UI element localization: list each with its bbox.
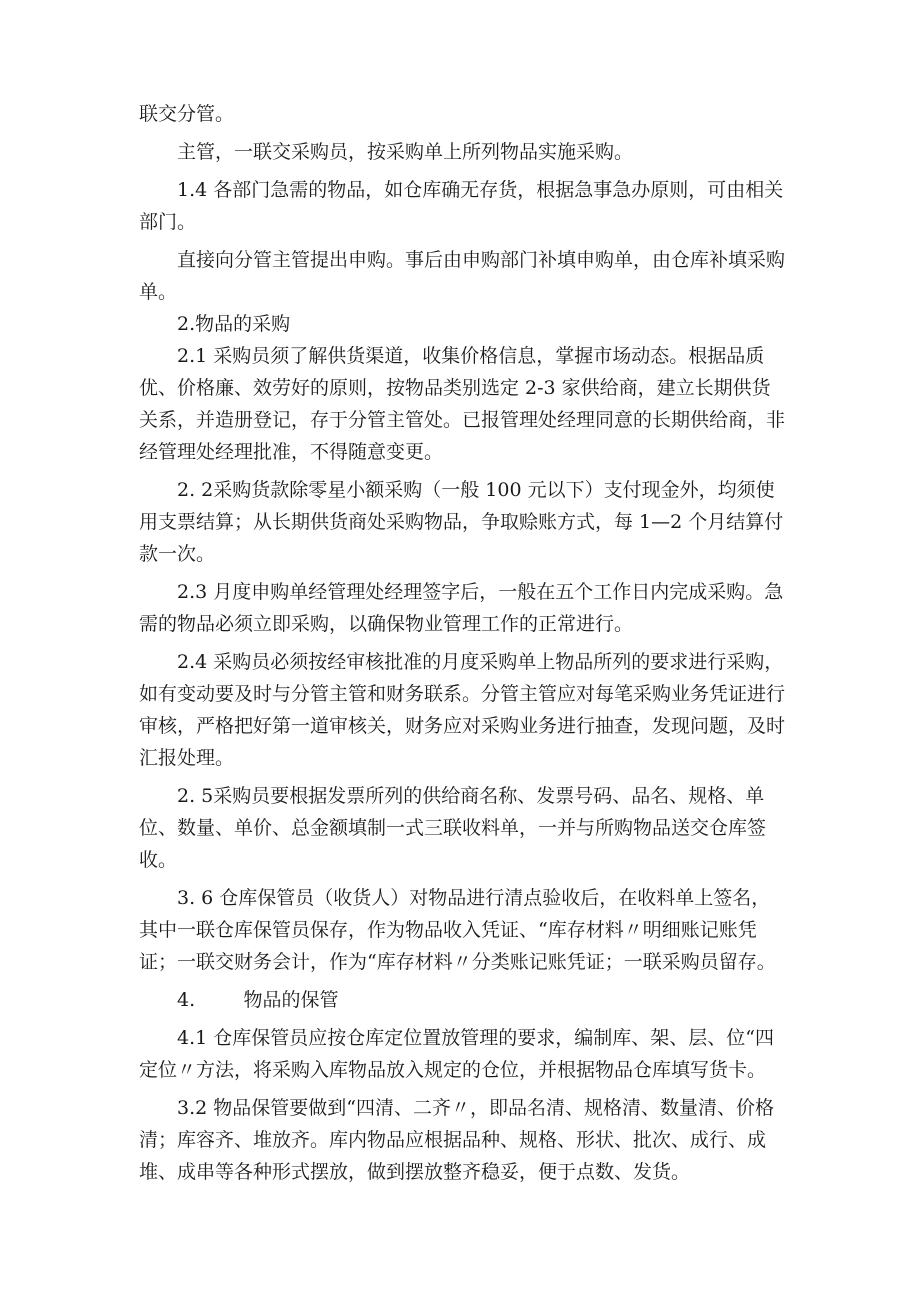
paragraph-1: 联交分管。 <box>139 103 235 125</box>
document-body <box>139 98 789 1188</box>
paragraph-3-2: 3.2 物品保管要做到“四清、二齐〃，即品名清、规格清、数量清、价格清；库容齐、堆放齐。库内物品应根据品种、规格、形状、批次、成行、成堆、成串等各种形式摆放，做到摆放整齐稳妥，便于点数、发货。 <box>139 1097 774 1183</box>
paragraph-2-3: 2.3 月度申购单经管理处经理签字后，一般在五个工作日内完成采购。急需的物品必须立即采购，以确保物业管理工作的正常进行。 <box>139 581 784 635</box>
paragraph-2-1: 2.1 采购员须了解供货渠道，收集价格信息，掌握市场动态。根据品质优、价格廉、效劳好的原则，按物品类别选定 2-3 家供给商，建立长期供货关系，并造册登记，存于分管主管处。已报管理处经理同意的长期供给商，非经管理处经理批准，不得随意变更。 <box>139 345 786 463</box>
paragraph-2-4: 2.4 采购员必须按经审核批准的月度采购单上物品所列的要求进行采购，如有变动要及时与分管主管和财务联系。分管主管应对每笔采购业务凭证进行审核，严格把好第一道审核关，财务应对采购业务进行抽查，发现问题，及时汇报处理。 <box>139 651 786 769</box>
paragraph-2-5: 2. 5采购员要根据发票所列的供给商名称、发票号码、品名、规格、单位、数量、单价、总金额填制一式三联收料单，一并与所购物品送交仓库签收。 <box>139 785 767 871</box>
paragraph-2: 主管，一联交采购员，按采购单上所列物品实施采购。 <box>177 141 634 163</box>
paragraph-4-1: 4.1 仓库保管员应按仓库定位置放管理的要求，编制库、架、层、位“四定位〃方法，将采购入库物品放入规定的仓位，并根据物品仓库填写货卡。 <box>139 1027 774 1081</box>
paragraph-4: 直接向分管主管提出申购。事后由申购部门补填申购单，由仓库补填采购单。 <box>139 249 786 303</box>
section-heading-2: 2.物品的采购 <box>177 313 291 335</box>
paragraph-3: 1.4 各部门急需的物品，如仓库确无存货，根据急事急办原则，可由相关部门。 <box>139 179 784 233</box>
section-heading-4: 4. 物品的保管 <box>177 989 339 1011</box>
paragraph-3-6: 3. 6 仓库保管员（收货人）对物品进行清点验收后，在收料单上签名，其中一联仓库保管员保存，作为物品收入凭证、“库存材料〃明细账记账凭证；一联交财务会计，作为“库存材料〃分类账记账凭证；一联采购员留存。 <box>139 887 776 973</box>
paragraph-2-2: 2. 2采购货款除零星小额采购（一般 100 元以下）支付现金外，均须使用支票结算；从长期供货商处采购物品，争取赊账方式，每 1—2 个月结算付款一次。 <box>139 479 784 565</box>
